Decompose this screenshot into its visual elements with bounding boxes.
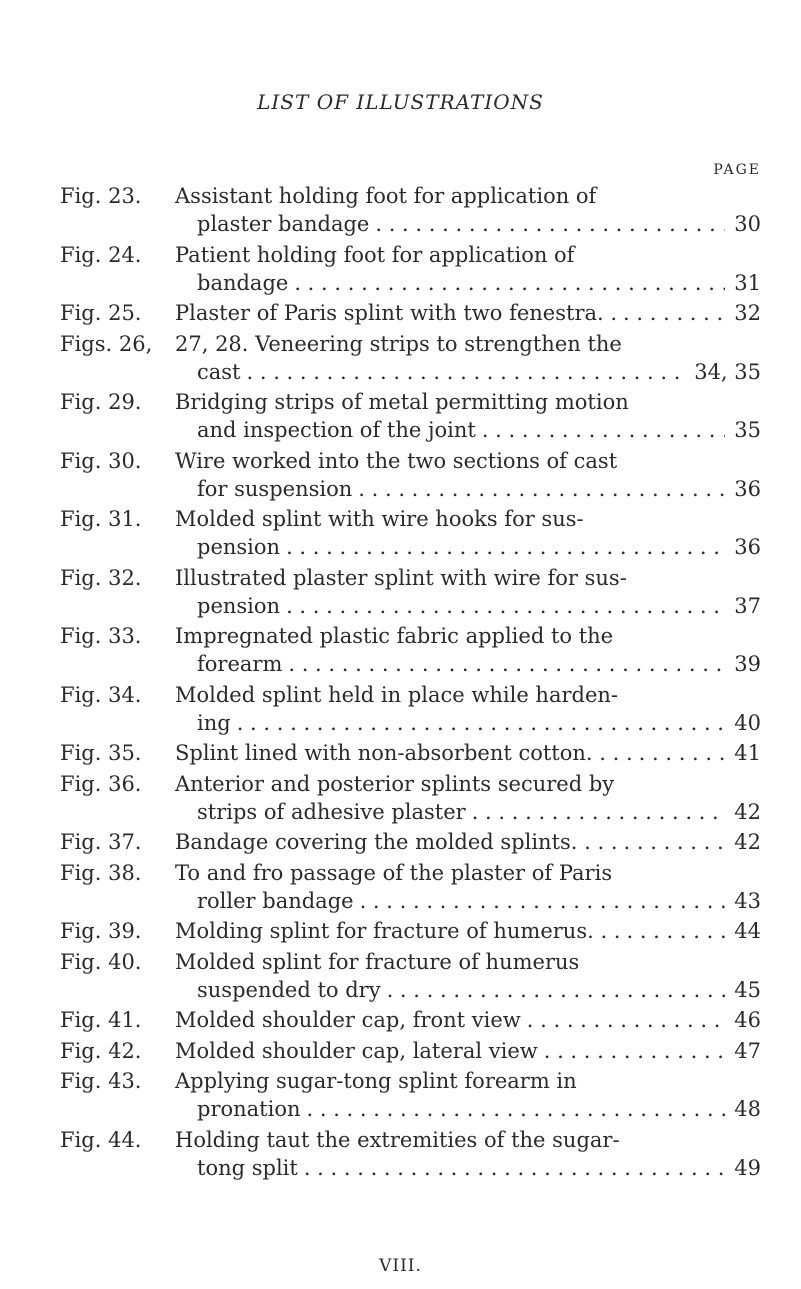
figure-label: Fig. 33. [60,624,142,648]
caption-line [175,1067,761,1095]
list-entry [60,681,761,737]
caption-text: roller bandage [197,888,354,913]
dot-leader [231,709,725,737]
page-number: 40 [734,710,761,735]
entry-caption [175,241,761,297]
caption-text: pension [197,535,281,559]
page-folio: VIII. [379,1256,422,1276]
list-entry [60,1067,761,1123]
figure-label: Fig. 34. [60,682,142,707]
caption-text: pension [197,593,281,618]
figure-label: Fig. 35. [60,741,142,765]
list-entry [60,388,761,444]
figure-label: Fig. 32. [60,565,142,590]
caption-text: To and fro passage of the plaster of Paris [175,860,613,885]
caption-line [175,182,761,210]
caption-text: Molded splint for fracture of humerus [175,949,580,974]
dot-leader [617,299,725,327]
dot-leader [476,416,725,444]
figure-label: Fig. 44. [60,1127,142,1152]
entry-caption [175,948,761,1004]
entry-caption [175,917,761,945]
entry-caption [175,447,761,503]
caption-text: Bridging strips of metal permitting motion [175,390,629,414]
figure-label: Fig. 31. [60,507,142,531]
caption-line [175,1095,761,1123]
entry-caption [175,330,761,386]
caption-line [175,592,761,620]
caption-text: Molded shoulder cap, lateral view [175,1038,538,1063]
list-entry [60,564,761,620]
caption-text: Impregnated plastic fabric applied to the [175,624,614,648]
dot-leader [352,475,725,503]
figure-label: Fig. 29. [60,390,142,414]
caption-text: Applying sugar-tong splint forearm in [175,1069,577,1093]
caption-line [175,447,761,475]
entry-caption [175,1006,761,1034]
caption-line [175,241,761,269]
caption-text: strips of adhesive plaster [197,799,466,824]
dot-leader [521,1006,725,1034]
caption-line [175,1037,761,1065]
caption-line [175,533,761,561]
entry-caption [175,388,761,444]
entry-caption [175,1126,761,1182]
caption-line [175,650,761,678]
caption-text: Splint lined with non-absorbent cotton. . . . [175,741,633,765]
page-number: 41 [734,741,761,765]
dot-leader [538,1037,725,1065]
entry-caption [175,1037,761,1065]
caption-line [175,770,761,798]
caption-text: Molding splint for fracture of humerus. . . [175,919,621,943]
caption-line [175,1006,761,1034]
entry-caption [175,622,761,678]
caption-text: Holding taut the extremities of the sugar- [175,1127,620,1152]
dot-leader [381,976,725,1004]
caption-line [175,269,761,297]
caption-text: pronation [197,1097,301,1121]
figure-label: Fig. 43. [60,1069,142,1093]
caption-line [175,622,761,650]
page-number: 36 [734,535,761,559]
page-number: 37 [734,593,761,618]
figure-label: Fig. 36. [60,771,142,796]
entry-caption [175,299,761,327]
caption-line [175,948,761,976]
list-entry [60,330,761,386]
page-number: 32 [734,301,761,325]
list-entry [60,917,761,945]
list-entry [60,770,761,826]
entry-caption [175,770,761,826]
caption-line [175,798,761,826]
figure-label: Fig. 24. [60,242,142,267]
figure-label: Fig. 42. [60,1038,142,1063]
caption-line [175,505,761,533]
entry-caption [175,859,761,915]
page-number: 36 [734,476,761,501]
caption-line [175,388,761,416]
dot-leader [298,1154,725,1182]
dot-leader [288,269,725,297]
entry-caption [175,739,761,767]
caption-line [175,564,761,592]
list-entry [60,241,761,297]
dot-leader [280,592,725,620]
caption-line [175,299,761,327]
illustration-list [60,182,761,1184]
page-number: 46 [734,1008,761,1032]
figure-label: Figs. 26, [60,331,153,356]
figure-label: Fig. 30. [60,448,142,473]
caption-text: and inspection of the joint [197,418,476,442]
page-number: 49 [734,1155,761,1180]
caption-line [175,976,761,1004]
caption-text: plaster bandage [197,212,370,236]
page-number: 31 [734,270,761,295]
caption-line [175,358,761,386]
entry-caption [175,505,761,561]
caption-line [175,1154,761,1182]
page-number: 42 [734,799,761,824]
dot-leader [241,358,689,386]
caption-line [175,917,761,945]
figure-label: Fig. 23. [60,184,142,208]
caption-line [175,739,761,767]
page-number: 44 [734,919,761,943]
dot-leader [618,828,725,856]
caption-line [175,210,761,238]
page-column-label: PAGE [713,162,761,178]
caption-text: Plaster of Paris splint with two fenestra. . [175,301,618,325]
list-entry [60,859,761,915]
caption-line [175,709,761,737]
entry-caption [175,182,761,238]
caption-text: Patient holding foot for application of [175,242,575,267]
caption-text: Anterior and posterior splints secured by [175,771,615,796]
caption-line [175,859,761,887]
entry-caption [175,828,761,856]
caption-line [175,416,761,444]
running-head: LIST OF ILLUSTRATIONS [257,90,544,114]
caption-text: Wire worked into the two sections of cast [175,448,618,473]
caption-line [175,887,761,915]
caption-line [175,330,761,358]
caption-text: Molded splint held in place while harden- [175,682,618,707]
entry-caption [175,681,761,737]
page-number: 35 [734,418,761,442]
caption-text: for suspension [197,476,353,501]
list-entry [60,182,761,238]
caption-text: suspended to dry [197,977,381,1002]
figure-label: Fig. 39. [60,919,142,943]
list-entry [60,739,761,767]
caption-line [175,681,761,709]
dot-leader [620,917,725,945]
figure-label: Fig. 40. [60,949,142,974]
caption-line [175,475,761,503]
caption-text: Molded shoulder cap, front view [175,1008,521,1032]
page-number: 45 [734,977,761,1002]
list-entry [60,447,761,503]
dot-leader [369,210,725,238]
page-number: 39 [734,652,761,676]
list-entry [60,622,761,678]
entry-caption [175,1067,761,1123]
list-entry [60,1037,761,1065]
page-number: 30 [734,212,761,236]
caption-text: Assistant holding foot for application of [175,184,597,208]
dot-leader [282,650,725,678]
caption-text: ing [197,710,231,735]
list-entry [60,505,761,561]
caption-text: 27, 28. Veneering strips to strengthen the [175,331,622,356]
list-entry [60,299,761,327]
figure-label: Fig. 37. [60,830,142,854]
caption-text: forearm [197,652,283,676]
dot-leader [633,739,725,767]
caption-line [175,828,761,856]
caption-text: cast [197,359,241,384]
dot-leader [354,887,725,915]
dot-leader [466,798,725,826]
caption-line [175,1126,761,1154]
caption-text: Illustrated plaster splint with wire for sus- [175,565,627,590]
caption-text: tong split [197,1155,298,1180]
caption-text: bandage [197,270,289,295]
figure-label: Fig. 25. [60,301,142,325]
entry-caption [175,564,761,620]
page-number: 34, 35 [694,359,761,384]
list-entry [60,1126,761,1182]
page-number: 42 [734,830,761,854]
page-number: 43 [734,888,761,913]
figure-label: Fig. 41. [60,1008,142,1032]
caption-text: Molded splint with wire hooks for sus- [175,507,584,531]
list-entry [60,1006,761,1034]
dot-leader [301,1095,726,1123]
page-number: 47 [734,1038,761,1063]
list-entry [60,948,761,1004]
dot-leader [280,533,725,561]
figure-label: Fig. 38. [60,860,142,885]
caption-text: Bandage covering the molded splints. . . . [175,830,618,854]
page-number: 48 [734,1097,761,1121]
list-entry [60,828,761,856]
